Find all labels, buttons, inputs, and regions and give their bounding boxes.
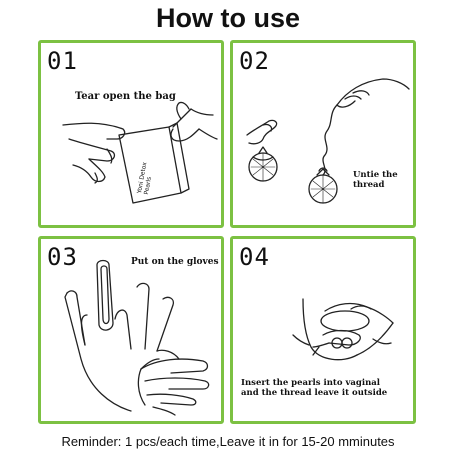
step-1-caption: Tear open the bag: [75, 91, 176, 102]
step-2-caption-line-1: Untie the: [353, 170, 398, 180]
step-4-caption-line-2: and the thread leave it outside: [241, 387, 388, 398]
step-4-caption-line-1: Insert the pearls into vaginal: [241, 378, 380, 388]
step-4-caption: [241, 379, 387, 399]
gloves-illustration: [41, 239, 221, 421]
step-4-panel: [230, 236, 416, 424]
step-1-panel: [38, 40, 224, 228]
step-1-number: 01: [47, 47, 78, 75]
step-2-caption-line-2: thread: [353, 179, 385, 190]
step-4-number: 04: [239, 243, 270, 271]
step-3-panel: [38, 236, 224, 424]
page-title: How to use: [155, 3, 300, 33]
untie-thread-illustration: [233, 43, 413, 225]
bag-label: Yoni Detox Pearls: [136, 161, 153, 196]
step-2-number: 02: [239, 47, 270, 75]
step-2-caption: [353, 171, 398, 191]
reminder-text: Reminder: 1 pcs/each time,Leave it in for 15-20 mminutes: [61, 434, 395, 449]
step-2-panel: [230, 40, 416, 228]
step-3-number: 03: [47, 243, 78, 271]
tear-bag-illustration: [41, 43, 221, 225]
step-3-caption: Put on the gloves: [131, 257, 219, 267]
